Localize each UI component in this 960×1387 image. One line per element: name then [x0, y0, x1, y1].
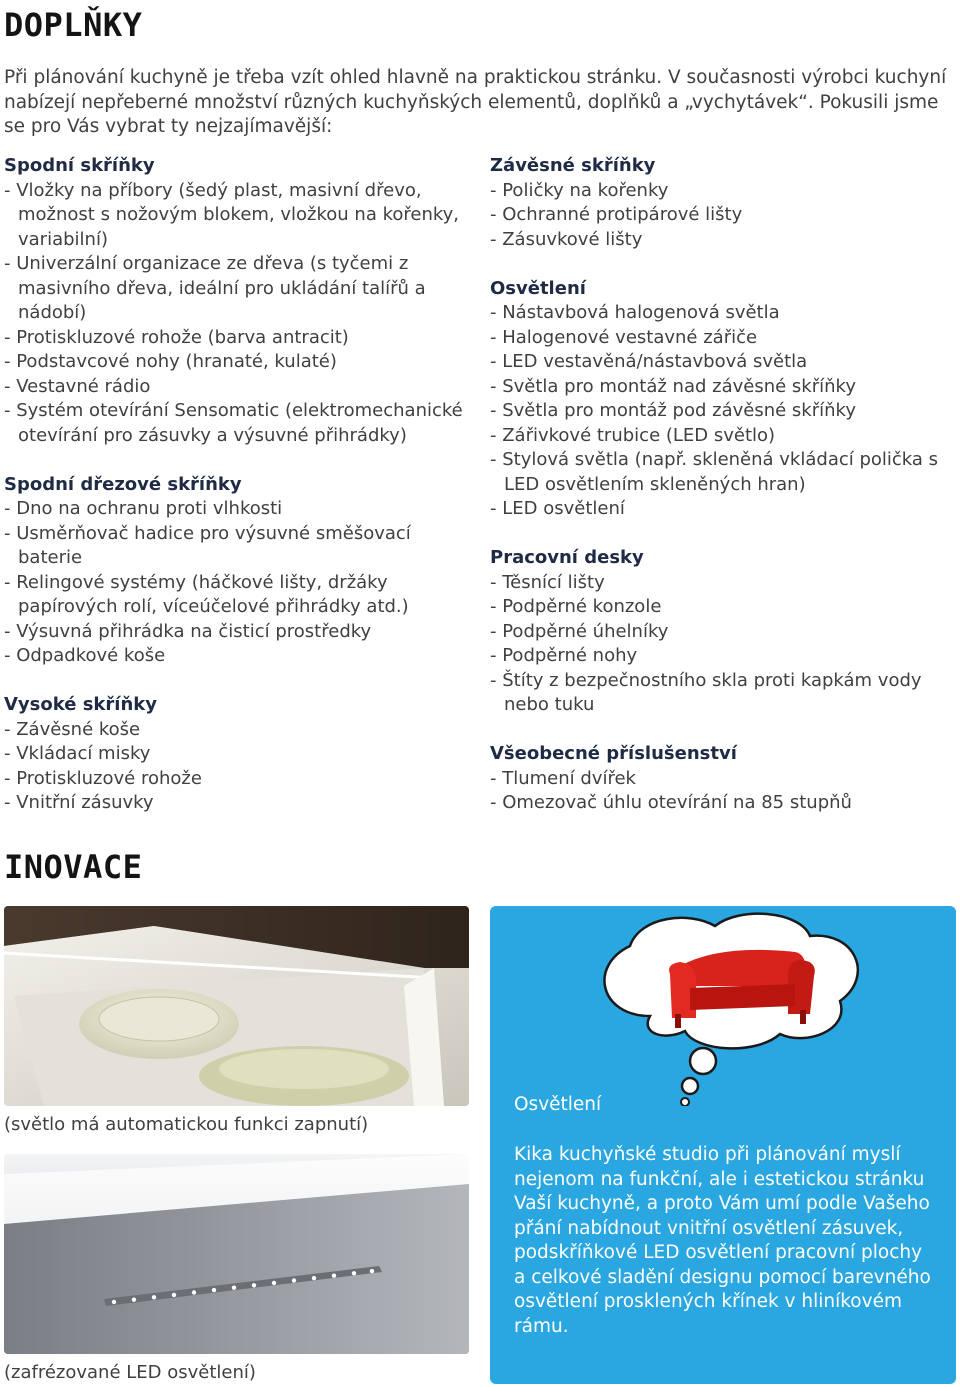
led-photo-caption: (zafrézované LED osvětlení) [4, 1362, 256, 1383]
section [4, 154, 474, 448]
section [490, 154, 956, 252]
list-item: - Vkládací misky [4, 743, 151, 764]
list-item: - Závěsné koše [4, 718, 141, 740]
panel-title: Osvětlení [514, 1094, 602, 1115]
list-item: - Poličky na kořenky [490, 179, 669, 201]
list-item: - Štíty z bezpečnostního skla proti kapkám vody nebo tuku [490, 669, 922, 715]
list-item: - Univerzální organizace ze dřeva (s tyčemi z masivního dřeva, ideální pro ukládání talířů a nádobí) [4, 253, 426, 323]
list-item: - Usměrňovač hadice pro výsuvné směšovací baterie [4, 522, 411, 568]
list-item: - Relingové systémy (háčkové lišty, držáky papírových rolí, víceúčelové přihrádky atd.) [4, 571, 409, 617]
list-item: - Dno na ochranu proti vlhkosti [4, 498, 283, 519]
list-item: - Systém otevírání Sensomatic (elektromechanické otevírání pro zásuvky a výsuvné přihrádky) [4, 400, 463, 446]
list-item: - Vestavné rádio [4, 375, 151, 397]
list-item: - LED osvětlení [490, 498, 625, 519]
list-item: - Odpadkové koše [4, 645, 166, 666]
list-item: - LED vestavěná/nástavbová světla [490, 351, 808, 372]
list-item: - Světla pro montáž nad závěsné skříňky [490, 375, 856, 397]
section-title: Pracovní desky [490, 547, 644, 568]
panel-text: Kika kuchyňské studio při plánování myslí nejenom na funkční, ale i estetickou stránku Vaší kuchyně, a proto Vám umí podle Vašeho přání nabídnout vnitřní osvětlení zásuvek, podskříňkové LED osvětlení pracovní plochy a celkové sladění designu pomocí barevného osvětlení prosklených křínek v hliníkovém rámu. [514, 1144, 931, 1337]
thought-bubble-illustration [490, 906, 956, 1106]
intro-paragraph: Při plánování kuchyně je třeba vzít ohled hlavně na praktickou stránku. V současnosti výrobci kuchyní nabízejí nepřeberné množství různých kuchyňských elementů, doplňků a „vychytávek“. Pokusili jsme se pro Vás vybrat ty nejzajímavější: [4, 67, 947, 137]
section-title: Spodní dřezové skříňky [4, 473, 242, 495]
led-strip-photo [4, 1154, 469, 1354]
page-title-doplnky: DOPLŇKY [4, 6, 143, 44]
section [4, 693, 474, 816]
list-item: - Podpěrné úhelníky [490, 620, 669, 642]
section [490, 742, 956, 816]
list-item: - Protiskluzové rohože (barva antracit) [4, 326, 349, 348]
section [490, 546, 956, 718]
list-item: - Vnitřní zásuvky [4, 792, 154, 813]
section-title: Všeobecné příslušenství [490, 743, 737, 764]
drawer-photo-caption: (světlo má automatickou funkci zapnutí) [4, 1114, 369, 1135]
list-item: - Podstavcové nohy (hranaté, kulaté) [4, 351, 337, 372]
list-item: - Protiskluzové rohože [4, 767, 202, 789]
list-item: - Stylová světla (např. skleněná vkládací polička s LED osvětlením skleněných hran) [490, 449, 939, 495]
list-item: - Zářivkové trubice (LED světlo) [490, 424, 776, 446]
list-item: - Těsnící lišty [490, 571, 605, 593]
section [4, 473, 474, 669]
list-item: - Ochranné protipárové lišty [490, 204, 743, 225]
info-panel [490, 906, 956, 1384]
list-item: - Podpěrné nohy [490, 645, 638, 666]
section-title: Závěsné skříňky [490, 155, 656, 176]
list-item: - Vložky na příbory (šedý plast, masivní dřevo, možnost s nožovým blokem, vložkou na kořenky, variabilní) [4, 179, 460, 250]
list-item: - Podpěrné konzole [490, 596, 662, 617]
list-item: - Zásuvkové lišty [490, 228, 643, 250]
list-item: - Omezovač úhlu otevírání na 85 stupňů [490, 792, 852, 813]
list-item: - Nástavbová halogenová světla [490, 302, 780, 323]
list-item: - Tlumení dvířek [490, 767, 636, 789]
right-column [490, 154, 956, 840]
left-column [4, 154, 474, 840]
list-item: - Světla pro montáž pod závěsné skříňky [490, 400, 856, 421]
section [490, 277, 956, 522]
section-title: Spodní skříňky [4, 155, 155, 176]
section-title-inovace: INOVACE [4, 848, 143, 886]
list-item: - Halogenové vestavné zářiče [490, 326, 758, 348]
list-item: - Výsuvná přihrádka na čisticí prostředky [4, 620, 372, 642]
section-title: Osvětlení [490, 277, 586, 299]
section-title: Vysoké skříňky [4, 694, 157, 715]
drawer-light-photo [4, 906, 469, 1106]
